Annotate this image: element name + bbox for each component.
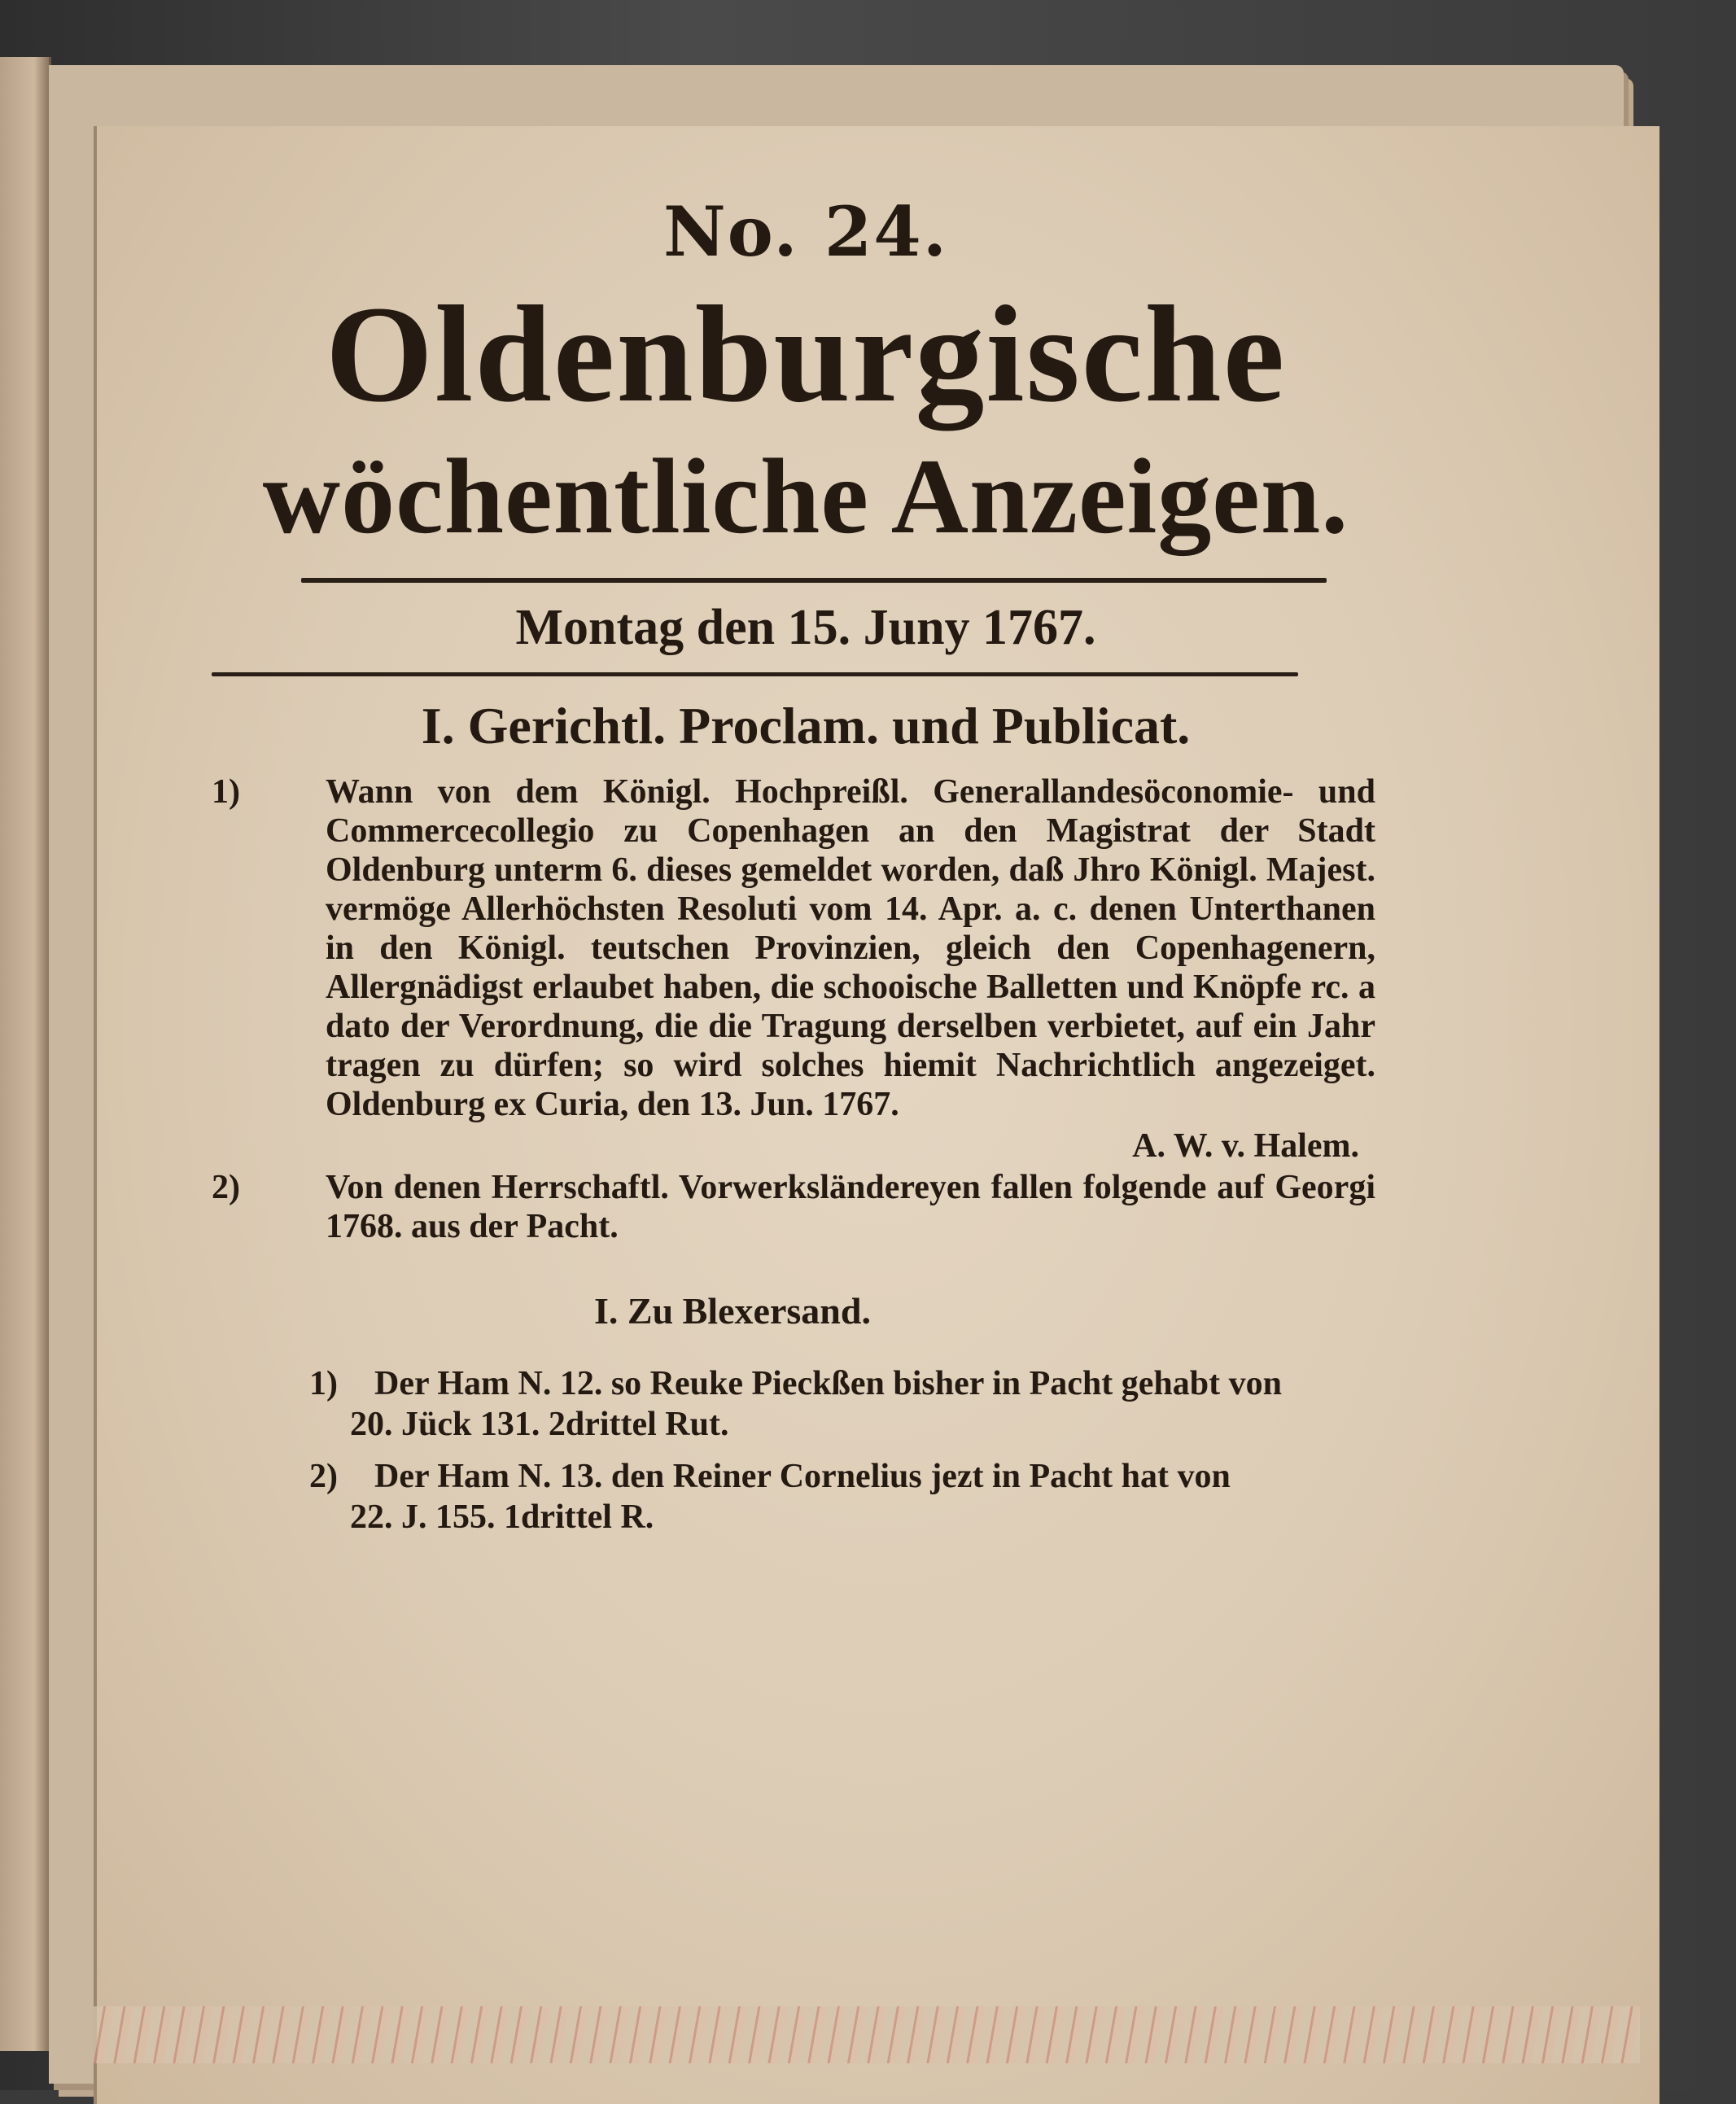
newspaper-title: Oldenburgische bbox=[325, 278, 1287, 431]
signature: A. W. v. Halem. bbox=[1132, 1127, 1359, 1165]
issue-date: Montag den 15. Juny 1767. bbox=[515, 600, 1096, 655]
entry-line: Der Ham N. 13. den Reiner Cornelius jezt in Pacht hat von bbox=[374, 1458, 1231, 1495]
lease-entry bbox=[203, 1456, 1408, 1538]
issue-number: No. 24. bbox=[663, 191, 948, 272]
lease-entry bbox=[203, 1363, 1408, 1445]
notice-item bbox=[203, 772, 1408, 1124]
entry-line: Der Ham N. 12. so Reuke Pieckßen bisher in Pacht gehabt von bbox=[374, 1365, 1282, 1402]
entry-number: 2) bbox=[309, 1458, 338, 1495]
middle-rule bbox=[212, 672, 1298, 676]
item-text: Von denen Herrschaftl. Vorwerksländereyen fallen folgende auf Georgi 1768. aus der Pacht. bbox=[326, 1169, 1375, 1245]
newspaper-subtitle: wöchentliche Anzeigen. bbox=[262, 436, 1349, 556]
section-heading: I. Gerichtl. Proclam. und Publicat. bbox=[421, 697, 1191, 755]
red-page-edge bbox=[94, 2006, 1640, 2063]
item-number: 1) bbox=[212, 773, 240, 811]
entry-line: 20. Jück 131. 2drittel Rut. bbox=[350, 1406, 729, 1443]
entry-number: 1) bbox=[309, 1365, 338, 1402]
page-content bbox=[203, 163, 1408, 1538]
item-text: Wann von dem Königl. Hochpreißl. Generallandesöconomie- und Commercecollegio zu Copenhagen an den Magistrat der Stadt Oldenburg unterm 6. dieses gemeldet worden, daß Jhro Königl. Majest. vermöge Allerhöchsten Resoluti vom 14. Apr. a. c. denen Unterthanen in den Königl. teutschen Provinzien, gleich den Copenhagenern, Allergnädigst erlaubet haben, die schooische Balletten und Knöpfe rc. a dato der Verordnung, die die Tragung derselben verbietet, auf ein Jahr tragen zu dürfen; so wird solches hiemit Nachrichtlich angezeiget. Oldenburg ex Curia, den 13. Jun. 1767. bbox=[326, 773, 1375, 1123]
left-page-edge bbox=[0, 57, 51, 2051]
subsection-heading: I. Zu Blexersand. bbox=[594, 1290, 871, 1332]
item-number: 2) bbox=[212, 1169, 240, 1206]
entry-line: 22. J. 155. 1drittel R. bbox=[350, 1498, 654, 1536]
notice-item bbox=[203, 1168, 1408, 1246]
